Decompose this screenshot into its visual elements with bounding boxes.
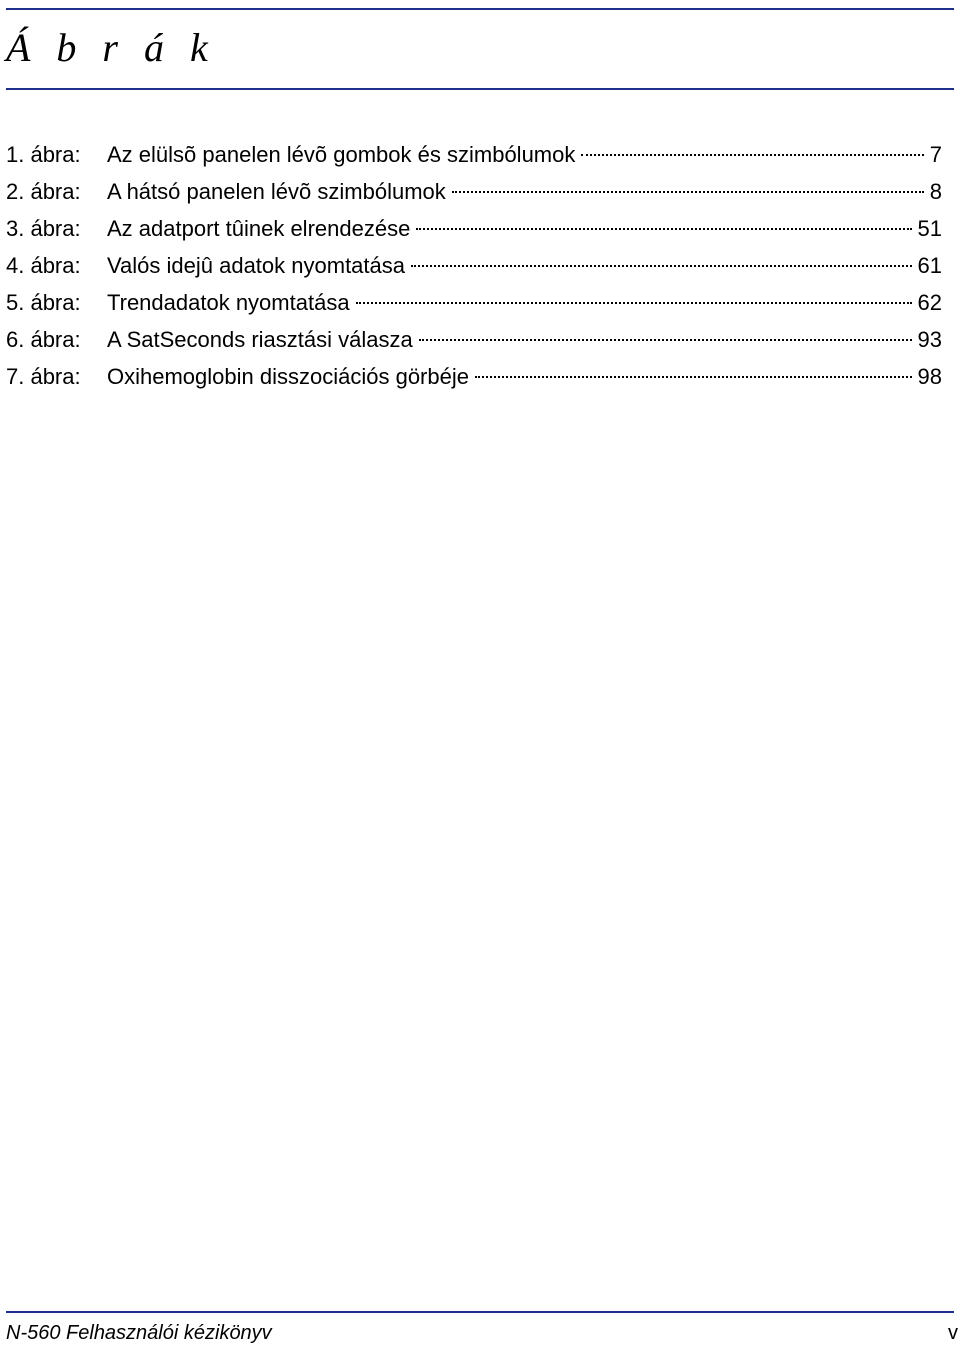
figure-title: Az elülsõ panelen lévõ gombok és szimbólumok xyxy=(107,142,576,167)
figure-page: 51 xyxy=(917,216,942,241)
dot-leader xyxy=(419,339,912,341)
figure-entry[interactable] xyxy=(6,358,942,395)
top-rule xyxy=(6,8,954,10)
figure-number: 1. ábra: xyxy=(6,142,81,167)
figure-number: 2. ábra: xyxy=(6,179,81,204)
figure-entry[interactable] xyxy=(6,210,942,247)
figure-page: 8 xyxy=(929,179,942,204)
figure-page: 61 xyxy=(917,253,942,278)
figure-page: 98 xyxy=(917,364,942,389)
page-title: Á b r á k xyxy=(6,25,216,70)
footer-page-number: v xyxy=(948,1322,958,1344)
dot-leader xyxy=(475,376,912,378)
figure-entry[interactable] xyxy=(6,321,942,358)
figure-title: Az adatport tûinek elrendezése xyxy=(107,216,411,241)
figure-page: 62 xyxy=(917,290,942,315)
dot-leader xyxy=(452,191,924,193)
footer-manual-title: N-560 Felhasználói kézikönyv xyxy=(6,1322,272,1344)
figure-title: A hátsó panelen lévõ szimbólumok xyxy=(107,179,446,204)
figure-number: 7. ábra: xyxy=(6,364,81,389)
figure-number: 3. ábra: xyxy=(6,216,81,241)
figure-number: 6. ábra: xyxy=(6,327,81,352)
figure-list xyxy=(6,136,942,395)
dot-leader xyxy=(581,154,923,156)
figure-number: 5. ábra: xyxy=(6,290,81,315)
dot-leader xyxy=(411,265,912,267)
dot-leader xyxy=(356,302,912,304)
figure-title: Valós idejû adatok nyomtatása xyxy=(107,253,405,278)
figure-page: 7 xyxy=(929,142,942,167)
figure-entry[interactable] xyxy=(6,284,942,321)
figure-title: Oxihemoglobin disszociációs görbéje xyxy=(107,364,469,389)
header-rule xyxy=(6,88,954,90)
figure-number: 4. ábra: xyxy=(6,253,81,278)
figure-page: 93 xyxy=(917,327,942,352)
figure-entry[interactable] xyxy=(6,136,942,173)
figure-title: A SatSeconds riasztási válasza xyxy=(107,327,413,352)
figure-entry[interactable] xyxy=(6,247,942,284)
figure-title: Trendadatok nyomtatása xyxy=(107,290,350,315)
footer-rule xyxy=(6,1311,954,1313)
figure-entry[interactable] xyxy=(6,173,942,210)
dot-leader xyxy=(416,228,911,230)
